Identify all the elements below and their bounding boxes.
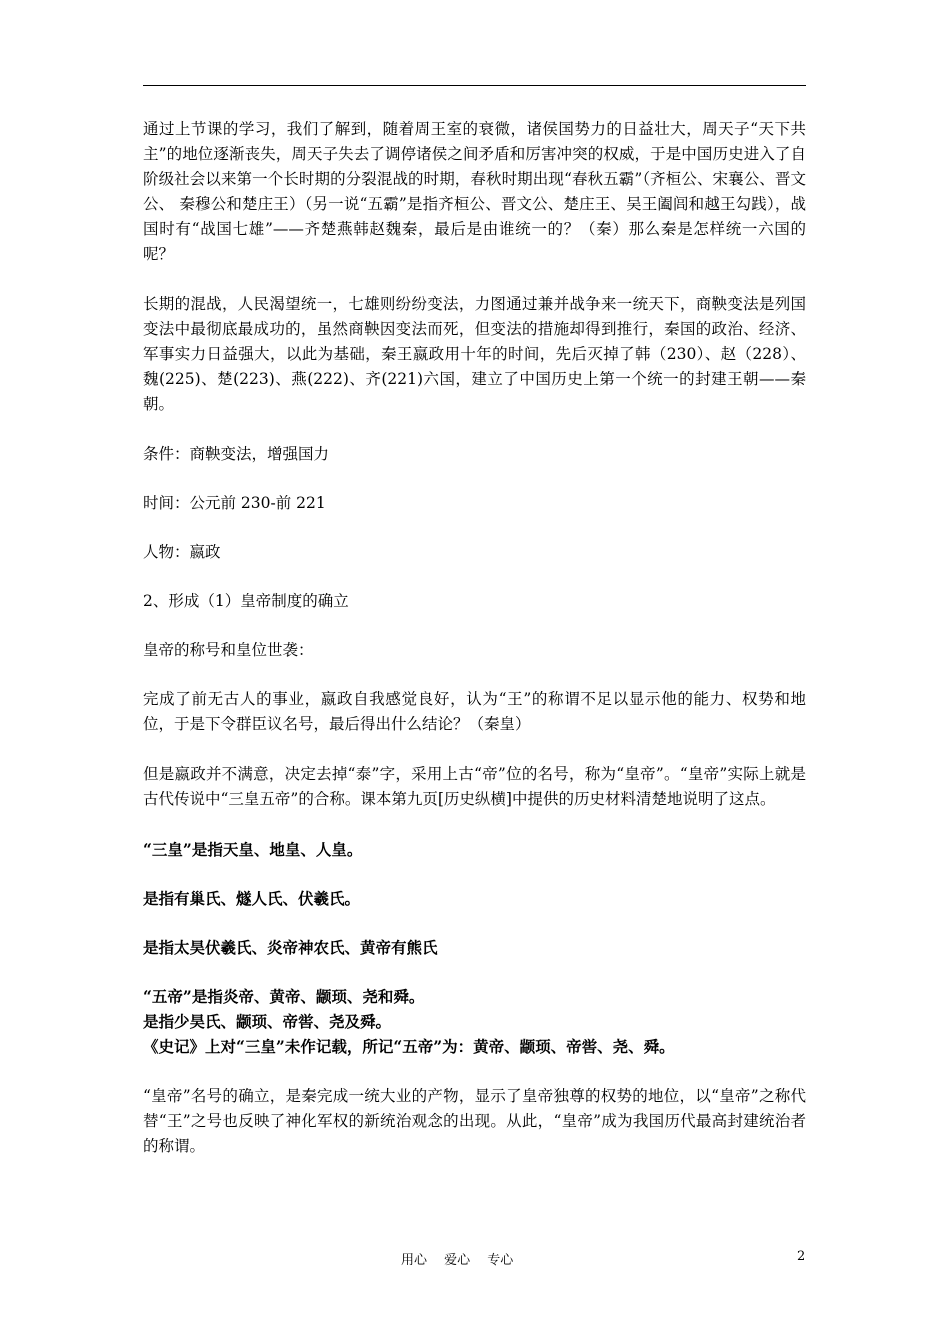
header-rule [143,85,806,86]
time-line: 时间：公元前 230-前 221 [143,494,326,512]
conclusion-paragraph: “皇帝”名号的确立，是秦完成一统大业的产物，显示了皇帝独尊的权势的地位，以“皇帝”之称代替“王”之号也反映了神化军权的新统治观念的出现。从此，“皇帝”成为我国历代最高封建统治者的称谓。 [143,1087,806,1155]
three-sovereigns-line-1: “三皇”是指天皇、地皇、人皇。 [143,840,363,859]
page-number: 2 [797,1249,806,1264]
three-sovereigns-line-3: 是指太昊伏羲氏、炎帝神农氏、黄帝有熊氏 [143,938,438,957]
document-body [143,117,806,1159]
shiji-line: 《史记》上对“三皇”未作记载，所记“五帝”为：黄帝、颛顼、帝喾、尧、舜。 [143,1037,675,1056]
five-emperors-line-2: 是指少昊氏、颛顼、帝喾、尧及舜。 [143,1012,392,1031]
title-paragraph: 完成了前无古人的事业，嬴政自我感觉良好，认为“王”的称谓不足以显示他的能力、权势和地位，于是下令群臣议名号，最后得出什么结论？（秦皇） [143,690,806,733]
footer-motto: 用心 爱心 专心 [401,1253,514,1268]
person-line: 人物：嬴政 [143,543,221,561]
emperor-paragraph: 但是嬴政并不满意，决定去掉“泰”字，采用上古“帝”位的名号，称为“皇帝”。“皇帝”实际上就是古代传说中“三皇五帝”的合称。课本第九页[历史纵横]中提供的历史材料清楚地说明了这点。 [143,765,806,808]
intro-paragraph: 通过上节课的学习，我们了解到，随着周王室的衰微，诸侯国势力的日益壮大，周天子“天下共主”的地位逐渐丧失，周天子失去了调停诸侯之间矛盾和厉害冲突的权威，于是中国历史进入了自阶级社会以来第一个长时期的分裂混战的时期，春秋时期出现“春秋五霸”（齐桓公、宋襄公、晋文公、 秦穆公和楚庄王）（另一说“五霸”是指齐桓公、晋文公、楚庄王、吴王阖闾和越王勾践），战国时有“战国七雄”——齐楚燕韩赵魏秦，最后是由谁统一的？（秦）那么秦是怎样统一六国的呢？ [143,120,806,263]
five-emperors-line-1: “五帝”是指炎帝、黄帝、颛顼、尧和舜。 [143,987,425,1006]
condition-line: 条件：商鞅变法，增强国力 [143,445,330,463]
subheading: 皇帝的称号和皇位世袭： [143,641,314,659]
unification-paragraph: 长期的混战，人民渴望统一，七雄则纷纷变法，力图通过兼并战争来一统天下，商鞅变法是列国变法中最彻底最成功的，虽然商鞅因变法而死，但变法的措施却得到推行，秦国的政治、经济、军事实力日益强大，以此为基础，秦王嬴政用十年的时间，先后灭掉了韩（230）、赵（228）、魏(225)、楚(223)、燕(222)、齐(221)六国，建立了中国历史上第一个统一的封建王朝——秦朝。 [143,295,806,413]
section-heading: 2、形成（1）皇帝制度的确立 [143,592,349,610]
three-sovereigns-line-2: 是指有巢氏、燧人氏、伏羲氏。 [143,889,361,908]
